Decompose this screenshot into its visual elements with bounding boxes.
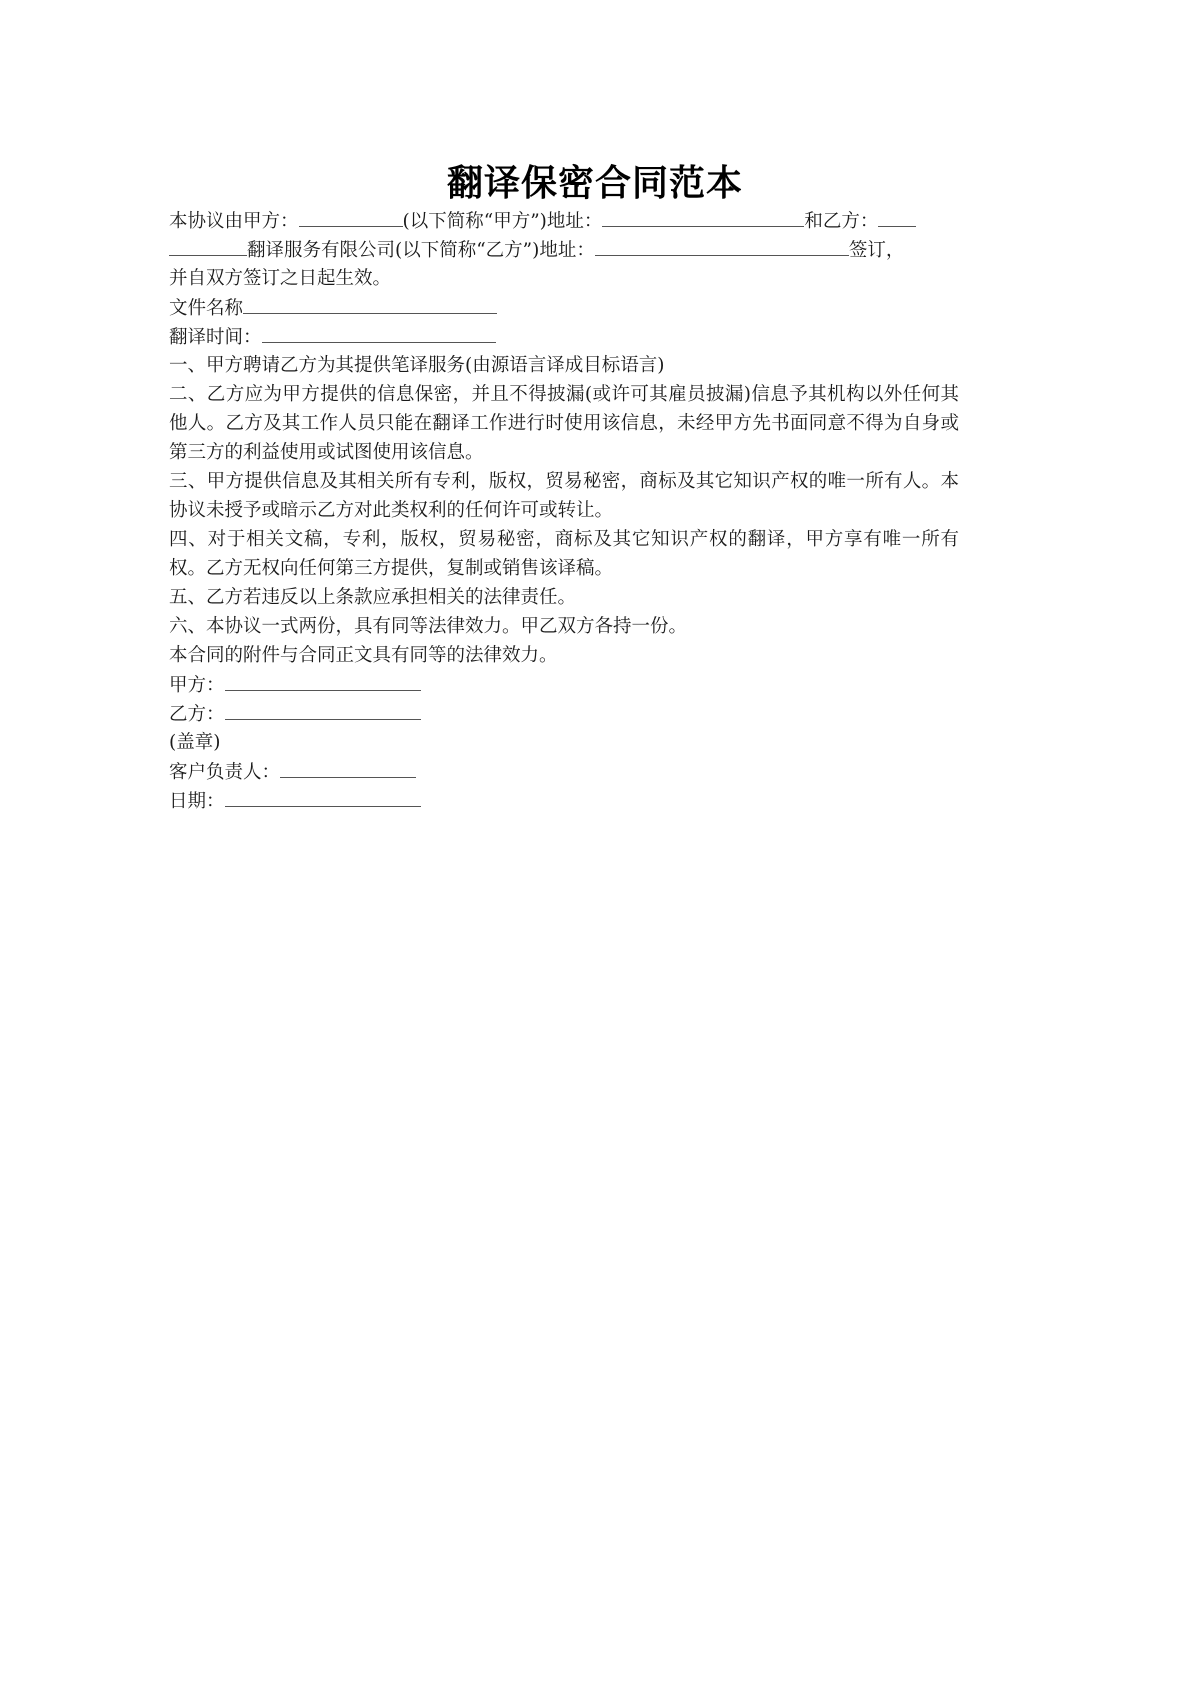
party-a-signature <box>169 670 959 699</box>
party-b-label: 乙方： <box>169 704 225 725</box>
party-b-name-blank[interactable] <box>878 206 916 227</box>
clause-6: 六、本协议一式两份，具有同等法律效力。甲乙双方各持一份。 <box>169 616 688 637</box>
date-label: 日期： <box>169 791 225 812</box>
party-b-signature <box>169 699 959 728</box>
file-name-blank[interactable] <box>243 293 497 314</box>
party-a-signature-blank[interactable] <box>225 670 421 691</box>
translation-time-field <box>169 322 959 351</box>
party-b-address-blank[interactable] <box>595 235 849 256</box>
intro-text: (以下简称“甲方”)地址： <box>402 211 603 232</box>
client-manager-label: 客户负责人： <box>169 762 281 783</box>
intro-text: 和乙方： <box>804 211 879 232</box>
intro-text: 本协议由甲方： <box>169 211 299 232</box>
file-name-label: 文件名称 <box>169 298 244 319</box>
attachment-note: 本合同的附件与合同正文具有同等的法律效力。 <box>169 645 558 666</box>
clause-5: 五、乙方若违反以上条款应承担相关的法律责任。 <box>169 587 577 608</box>
party-a-address-blank[interactable] <box>602 206 804 227</box>
party-b-name-blank-cont[interactable] <box>169 235 247 256</box>
seal-label: (盖章) <box>169 732 221 753</box>
party-a-label: 甲方： <box>169 675 225 696</box>
party-b-signature-blank[interactable] <box>225 699 421 720</box>
intro-line-3: 并自双方签订之日起生效。 <box>169 268 392 289</box>
date-blank[interactable] <box>225 786 421 807</box>
document-title: 翻译保密合同范本 <box>446 162 743 204</box>
client-manager-blank[interactable] <box>280 757 416 778</box>
clause-1: 一、甲方聘请乙方为其提供笔译服务(由源语言译成目标语言) <box>169 355 665 376</box>
clause-3: 三、甲方提供信息及其相关所有专利，版权，贸易秘密，商标及其它知识产权的唯一所有人。本协议未授予或暗示乙方对此类权利的任何许可或转让。 <box>169 471 959 521</box>
intro-line-1 <box>169 206 959 235</box>
client-manager-field <box>169 757 959 786</box>
party-a-name-blank[interactable] <box>299 206 403 227</box>
intro-text: 翻译服务有限公司(以下简称“乙方”)地址： <box>247 240 595 261</box>
file-name-field <box>169 293 959 322</box>
date-field <box>169 786 959 815</box>
clause-4: 四、对于相关文稿，专利，版权，贸易秘密，商标及其它知识产权的翻译，甲方享有唯一所有权。乙方无权向任何第三方提供，复制或销售该译稿。 <box>169 529 959 579</box>
translation-time-label: 翻译时间： <box>169 327 262 348</box>
translation-time-blank[interactable] <box>262 322 496 343</box>
intro-text: 签订， <box>848 240 905 261</box>
document-body <box>169 206 959 815</box>
intro-line-2 <box>169 235 959 264</box>
clause-2: 二、乙方应为甲方提供的信息保密，并且不得披漏(或许可其雇员披漏)信息予其机构以外任何其他人。乙方及其工作人员只能在翻译工作进行时使用该信息，未经甲方先书面同意不得为自身或第三方的利益使用或试图使用该信息。 <box>169 384 959 463</box>
